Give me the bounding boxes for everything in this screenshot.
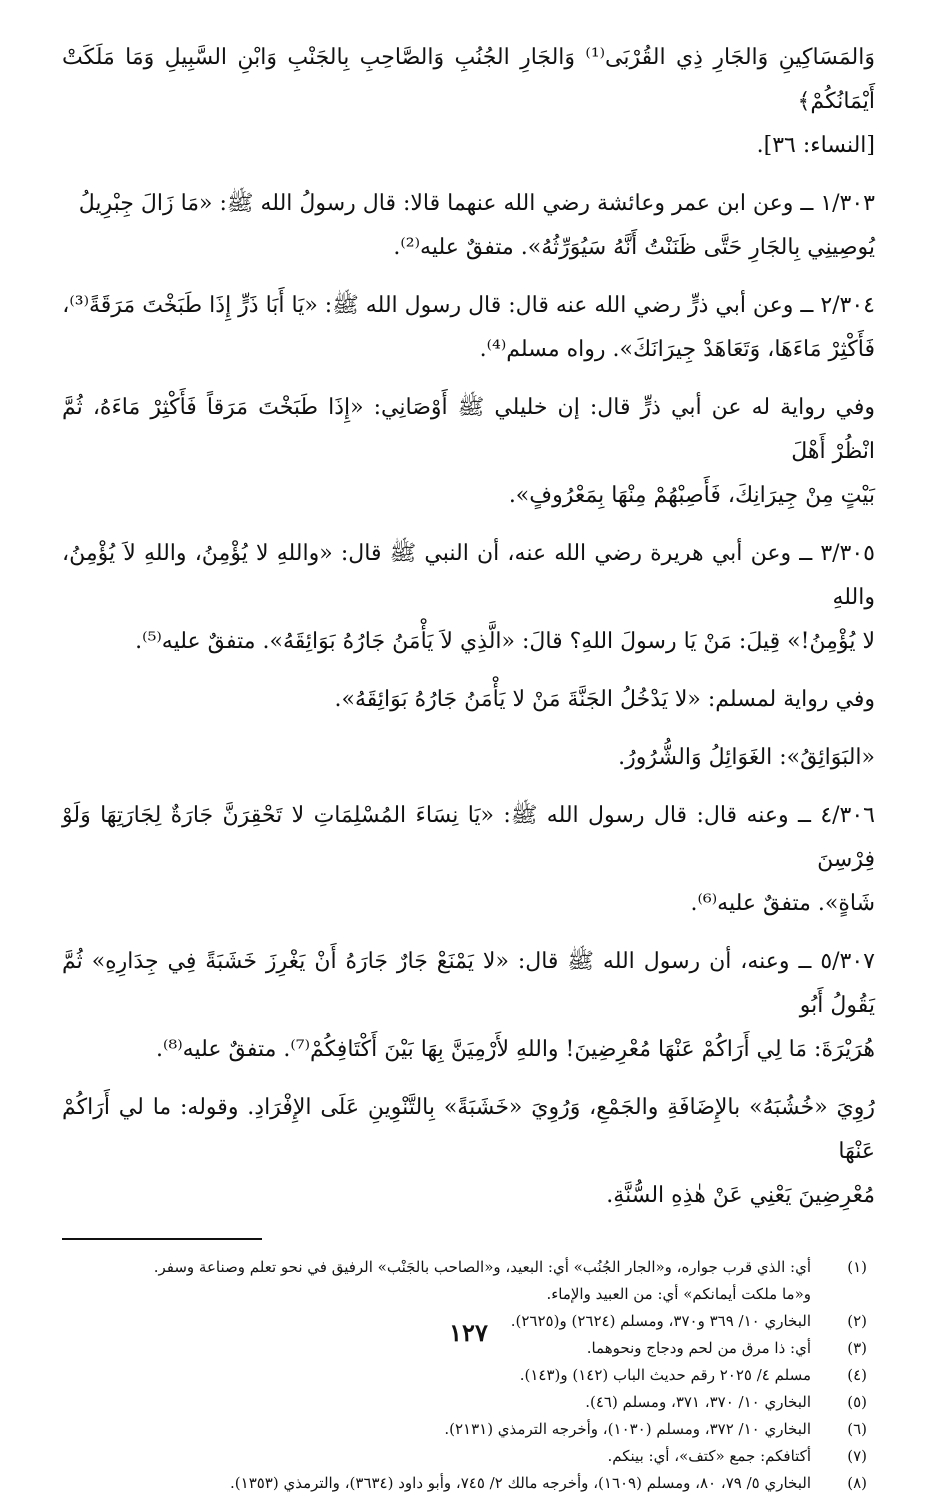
paragraph-line: شَاةٍ». متفقٌ عليه⁽⁶⁾.: [690, 891, 875, 916]
paragraph: [62, 678, 875, 722]
paragraph-line: «البَوَائِقُ»: الغَوَائِلُ وَالشُّرُورُ.: [618, 745, 875, 770]
footnote-number: (٣): [847, 1339, 867, 1357]
footnote-number: (٦): [847, 1420, 867, 1438]
footnote: [62, 1389, 875, 1416]
paragraph-line: ١/٣٠٣ ــ وعن ابن عمر وعائشة رضي الله عنهما قالا: قال رسولُ الله ﷺ: «مَا زَالَ جِبْرِيلُ: [78, 191, 875, 216]
paragraph-line: مُعْرِضِينَ يَعْنِي عَنْ هٰذِهِ السُّنَّةِ.: [606, 1183, 875, 1208]
footnote-line: أي: ذا مرق من لحم ودجاج ونحوهما.: [586, 1339, 811, 1357]
footnote-line: مسلم ٤/ ٢٠٢٥ رقم حديث الباب (١٤٢) و(١٤٣).: [519, 1366, 811, 1384]
footnote-text: [62, 1416, 811, 1443]
footnote-number: (٥): [847, 1393, 867, 1411]
paragraph-line: بَيْتٍ مِنْ جِيرَانِكَ، فَأَصِبْهُمْ مِنْهَا بِمَعْرُوفٍ».: [508, 483, 875, 508]
paragraph-line: وفي رواية له عن أبي ذرٍّ قال: إن خليلي ﷺ أَوْصَانِي: «إِذَا طَبَخْتَ مَرَقاً فَأَكْثِرْ مَاءَهُ، ثُمَّ انْظُرْ أَهْلَ: [62, 395, 875, 464]
footnote-number: (٢): [847, 1312, 867, 1330]
paragraph-line: وَالمَسَاكِينِ وَالجَارِ ذِي القُرْبَى⁽¹⁾ وَالجَارِ الجُنُبِ وَالصَّاحِبِ بِالجَنْبِ وَابْنِ السَّبِيلِ وَمَا مَلَكَتْ أَيْمَانُكُمْ﴾: [62, 45, 875, 114]
paragraph-line: ٢/٣٠٤ ــ وعن أبي ذرٍّ رضي الله عنه قال: قال رسول الله ﷺ: «يَا أَبَا ذَرٍّ إِذَا طَبَخْتَ مَرَقَةً⁽³⁾،: [62, 293, 875, 318]
footnote-separator: [62, 1238, 262, 1240]
footnote-text: [62, 1362, 811, 1389]
paragraph-line: ٣/٣٠٥ ــ وعن أبي هريرة رضي الله عنه، أن النبي ﷺ قال: «واللهِ لا يُؤْمِنُ، واللهِ لاَ يُؤْمِنُ، واللهِ: [62, 541, 875, 610]
footnote-line: البخاري ١٠/ ٣٧٠، ٣٧١، ومسلم (٤٦).: [585, 1393, 811, 1411]
footnote-number: (٨): [847, 1474, 867, 1492]
footnote-number: (٤): [847, 1366, 867, 1384]
footnote: [62, 1470, 875, 1497]
paragraph: [62, 36, 875, 168]
footnote-number: (٧): [847, 1447, 867, 1465]
paragraph: [62, 284, 875, 372]
paragraph: [62, 532, 875, 664]
footnote-text: [62, 1443, 811, 1470]
footnote: [62, 1443, 875, 1470]
paragraph-line: وفي رواية لمسلم: «لا يَدْخُلُ الجَنَّةَ مَنْ لا يَأْمَنُ جَارُهُ بَوَائِقَهُ».: [334, 687, 875, 712]
footnotes: [62, 1254, 875, 1497]
paragraph: [62, 736, 875, 780]
footnote-text: [62, 1254, 811, 1308]
footnote-line: البخاري ١٠/ ٣٦٩ و٣٧٠، ومسلم (٢٦٢٤) و(٢٦٢٥).: [510, 1312, 811, 1330]
page-number: ١٢٧: [449, 1318, 488, 1347]
paragraph-line: لا يُؤْمِنُ!» قِيلَ: مَنْ يَا رسولَ اللهِ؟ قالَ: «الَّذِي لاَ يَأْمَنُ جَارُهُ بَوَائِقَهُ». متفقٌ عليه⁽⁵⁾.: [135, 629, 875, 654]
paragraph-line: فَأَكْثِرْ مَاءَهَا، وَتَعَاهَدْ جِيرَانَكَ». رواه مسلم⁽⁴⁾.: [479, 337, 875, 362]
paragraph-line: يُوصِينِي بِالجَارِ حَتَّى ظَنَنْتُ أَنَّهُ سَيُوَرِّثُهُ». متفقٌ عليه⁽²⁾.: [393, 235, 875, 260]
footnote: [62, 1362, 875, 1389]
footnote-text: [62, 1389, 811, 1416]
footnote-line: البخاري ٥/ ٧٩، ٨٠، ومسلم (١٦٠٩)، وأخرجه مالك ٢/ ٧٤٥، وأبو داود (٣٦٣٤)، والترمذي (١٣٥٣).: [230, 1474, 811, 1492]
paragraph-line: [النساء: ٣٦].: [756, 133, 875, 158]
footnote-line: أي: الذي قرب جواره، و«الجار الجُنُب» أي: البعيد، و«الصاحب بالجَنْب» الرفيق في نحو تعلم وصناعة وسفر.: [153, 1258, 811, 1276]
paragraph: [62, 794, 875, 926]
footnote: [62, 1416, 875, 1443]
footnote: [62, 1254, 875, 1308]
footnote-line: و«ما ملكت أيمانكم» أي: من العبيد والإماء.: [546, 1285, 811, 1303]
paragraph-line: ٥/٣٠٧ ــ وعنه، أن رسول الله ﷺ قال: «لا يَمْنَعْ جَارٌ جَارَهُ أَنْ يَغْرِزَ خَشَبَةً فِي جِدَارِهِ» ثُمَّ يَقُولُ أَبُو: [62, 949, 875, 1018]
paragraph-line: هُرَيْرَةَ: مَا لِي أَرَاكُمْ عَنْهَا مُعْرِضِينَ! واللهِ لأَرْمِيَنَّ بِهَا بَيْنَ أَكْتَافِكُمْ⁽⁷⁾. متفقٌ عليه⁽⁸⁾.: [156, 1037, 875, 1062]
footnote-text: [62, 1470, 811, 1497]
paragraph-line: رُوِيَ «خُشُبَهُ» بالإِضَافَةِ والجَمْعِ، وَرُوِيَ «خَشَبَةً» بِالتَّنْوِينِ عَلَى الإِفْرَادِ. وقوله: ما لي أَرَاكُمْ عَنْهَا: [62, 1095, 875, 1164]
paragraph: [62, 386, 875, 518]
main-text: [62, 36, 875, 1218]
paragraph: [62, 1086, 875, 1218]
paragraph: [62, 940, 875, 1072]
footnote-line: البخاري ١٠/ ٣٧٢، ومسلم (١٠٣٠)، وأخرجه الترمذي (٢١٣١).: [444, 1420, 811, 1438]
footnote-number: (١): [847, 1258, 867, 1276]
footnote-line: أكتافكم: جمع «كتف»، أي: بينكم.: [607, 1447, 811, 1465]
paragraph-line: ٤/٣٠٦ ــ وعنه قال: قال رسول الله ﷺ: «يَا نِسَاءَ المُسْلِمَاتِ لا تَحْقِرَنَّ جَارَةٌ لِجَارَتِهَا وَلَوْ فِرْسِنَ: [62, 803, 875, 872]
paragraph: [62, 182, 875, 270]
